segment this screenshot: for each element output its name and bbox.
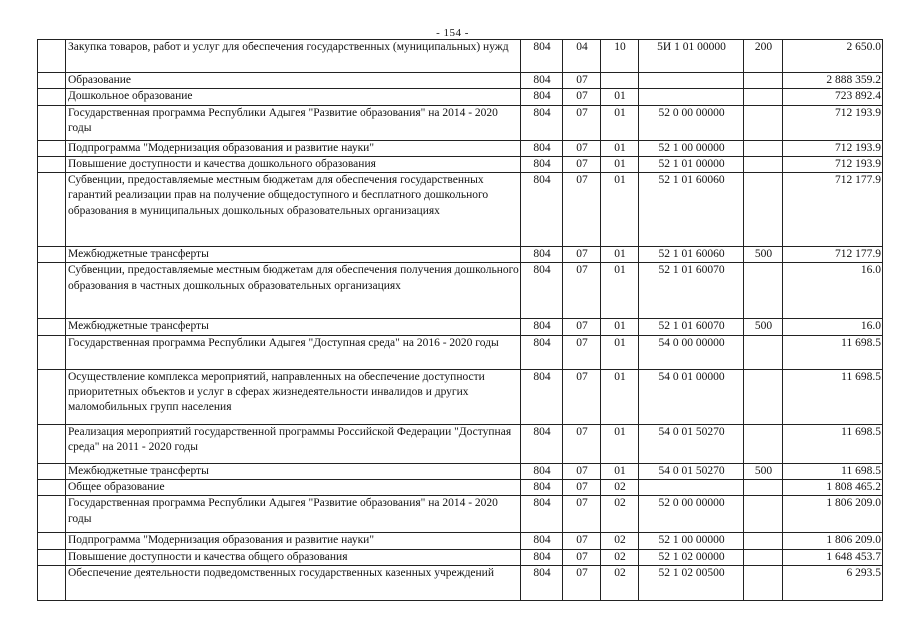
- section-code-cell: 07: [563, 247, 601, 263]
- table-row: [38, 480, 883, 496]
- section-code-cell: 07: [563, 105, 601, 140]
- subsection-code-cell: 01: [601, 335, 639, 369]
- expense-type-cell: [744, 89, 783, 105]
- subsection-code-cell: 01: [601, 319, 639, 335]
- expense-type-cell: [744, 480, 783, 496]
- item-name-cell: Образование: [66, 73, 521, 89]
- table-row: [38, 263, 883, 319]
- section-code-cell: 07: [563, 480, 601, 496]
- target-article-cell: 52 1 01 60060: [639, 247, 744, 263]
- section-code-cell: 07: [563, 263, 601, 319]
- department-code-cell: 804: [521, 40, 563, 73]
- subsection-code-cell: 01: [601, 247, 639, 263]
- amount-cell: 712 193.9: [783, 156, 883, 172]
- expense-type-cell: [744, 424, 783, 463]
- section-code-cell: 07: [563, 89, 601, 105]
- item-name-cell: Межбюджетные трансферты: [66, 319, 521, 335]
- table-row: [38, 463, 883, 479]
- table-row: [38, 89, 883, 105]
- target-article-cell: 52 1 02 00000: [639, 549, 744, 565]
- row-number-cell: [38, 549, 66, 565]
- amount-cell: 11 698.5: [783, 424, 883, 463]
- target-article-cell: 54 0 01 50270: [639, 463, 744, 479]
- target-article-cell: 54 0 00 00000: [639, 335, 744, 369]
- row-number-cell: [38, 156, 66, 172]
- department-code-cell: 804: [521, 533, 563, 549]
- department-code-cell: 804: [521, 263, 563, 319]
- row-number-cell: [38, 496, 66, 533]
- item-name-cell: Закупка товаров, работ и услуг для обеспечения государственных (муниципальных) нужд: [66, 40, 521, 73]
- target-article-cell: 54 0 01 50270: [639, 424, 744, 463]
- item-name-cell: Дошкольное образование: [66, 89, 521, 105]
- row-number-cell: [38, 424, 66, 463]
- amount-cell: 1 806 209.0: [783, 496, 883, 533]
- target-article-cell: [639, 89, 744, 105]
- budget-table: [37, 39, 883, 601]
- expense-type-cell: [744, 156, 783, 172]
- amount-cell: 712 193.9: [783, 105, 883, 140]
- target-article-cell: [639, 480, 744, 496]
- expense-type-cell: 200: [744, 40, 783, 73]
- table-row: [38, 335, 883, 369]
- department-code-cell: 804: [521, 105, 563, 140]
- subsection-code-cell: 01: [601, 369, 639, 424]
- target-article-cell: 52 1 01 60070: [639, 263, 744, 319]
- row-number-cell: [38, 105, 66, 140]
- expense-type-cell: [744, 140, 783, 156]
- item-name-cell: Государственная программа Республики Адыгея "Развитие образования" на 2014 - 2020 годы: [66, 105, 521, 140]
- item-name-cell: Повышение доступности и качества дошкольного образования: [66, 156, 521, 172]
- item-name-cell: Межбюджетные трансферты: [66, 463, 521, 479]
- row-number-cell: [38, 140, 66, 156]
- row-number-cell: [38, 247, 66, 263]
- expense-type-cell: [744, 173, 783, 247]
- row-number-cell: [38, 263, 66, 319]
- subsection-code-cell: 01: [601, 173, 639, 247]
- department-code-cell: 804: [521, 369, 563, 424]
- section-code-cell: 07: [563, 424, 601, 463]
- amount-cell: 1 648 453.7: [783, 549, 883, 565]
- row-number-cell: [38, 319, 66, 335]
- amount-cell: 2 888 359.2: [783, 73, 883, 89]
- department-code-cell: 804: [521, 73, 563, 89]
- department-code-cell: 804: [521, 335, 563, 369]
- item-name-cell: Государственная программа Республики Адыгея "Развитие образования" на 2014 - 2020 годы: [66, 496, 521, 533]
- item-name-cell: Государственная программа Республики Адыгея "Доступная среда" на 2016 - 2020 годы: [66, 335, 521, 369]
- subsection-code-cell: 02: [601, 549, 639, 565]
- target-article-cell: 52 1 02 00500: [639, 565, 744, 600]
- table-row: [38, 565, 883, 600]
- table-row: [38, 40, 883, 73]
- target-article-cell: 52 0 00 00000: [639, 496, 744, 533]
- section-code-cell: 07: [563, 496, 601, 533]
- expense-type-cell: [744, 369, 783, 424]
- table-row: [38, 156, 883, 172]
- item-name-cell: Субвенции, предоставляемые местным бюджетам для обеспечения государственных гарантий реализации прав на получение общедоступного и бесплатного дошкольного образования в муниципальных дошкольных образовательных организациях: [66, 173, 521, 247]
- page-number: - 154 -: [436, 27, 469, 39]
- subsection-code-cell: 01: [601, 156, 639, 172]
- row-number-cell: [38, 480, 66, 496]
- expense-type-cell: 500: [744, 247, 783, 263]
- section-code-cell: 04: [563, 40, 601, 73]
- subsection-code-cell: 01: [601, 463, 639, 479]
- target-article-cell: 52 1 00 00000: [639, 140, 744, 156]
- department-code-cell: 804: [521, 173, 563, 247]
- row-number-cell: [38, 533, 66, 549]
- subsection-code-cell: 02: [601, 496, 639, 533]
- amount-cell: 712 177.9: [783, 247, 883, 263]
- row-number-cell: [38, 335, 66, 369]
- department-code-cell: 804: [521, 549, 563, 565]
- table-row: [38, 319, 883, 335]
- row-number-cell: [38, 73, 66, 89]
- subsection-code-cell: 10: [601, 40, 639, 73]
- subsection-code-cell: 02: [601, 565, 639, 600]
- row-number-cell: [38, 369, 66, 424]
- expense-type-cell: [744, 73, 783, 89]
- table-row: [38, 549, 883, 565]
- amount-cell: 723 892.4: [783, 89, 883, 105]
- amount-cell: 16.0: [783, 319, 883, 335]
- section-code-cell: 07: [563, 319, 601, 335]
- item-name-cell: Реализация мероприятий государственной программы Российской Федерации "Доступная среда" на 2011 - 2020 годы: [66, 424, 521, 463]
- target-article-cell: 52 1 00 00000: [639, 533, 744, 549]
- amount-cell: 712 177.9: [783, 173, 883, 247]
- row-number-cell: [38, 40, 66, 73]
- target-article-cell: 5И 1 01 00000: [639, 40, 744, 73]
- department-code-cell: 804: [521, 424, 563, 463]
- expense-type-cell: [744, 549, 783, 565]
- subsection-code-cell: [601, 73, 639, 89]
- amount-cell: 16.0: [783, 263, 883, 319]
- amount-cell: 11 698.5: [783, 463, 883, 479]
- item-name-cell: Подпрограмма "Модернизация образования и развитие науки": [66, 533, 521, 549]
- target-article-cell: 54 0 01 00000: [639, 369, 744, 424]
- section-code-cell: 07: [563, 173, 601, 247]
- item-name-cell: Общее образование: [66, 480, 521, 496]
- expense-type-cell: [744, 496, 783, 533]
- subsection-code-cell: 02: [601, 480, 639, 496]
- section-code-cell: 07: [563, 140, 601, 156]
- item-name-cell: Повышение доступности и качества общего образования: [66, 549, 521, 565]
- table-row: [38, 496, 883, 533]
- amount-cell: 2 650.0: [783, 40, 883, 73]
- row-number-cell: [38, 89, 66, 105]
- target-article-cell: 52 0 00 00000: [639, 105, 744, 140]
- section-code-cell: 07: [563, 156, 601, 172]
- row-number-cell: [38, 173, 66, 247]
- table-row: [38, 424, 883, 463]
- subsection-code-cell: 01: [601, 140, 639, 156]
- subsection-code-cell: 02: [601, 533, 639, 549]
- expense-type-cell: [744, 335, 783, 369]
- row-number-cell: [38, 463, 66, 479]
- item-name-cell: Субвенции, предоставляемые местным бюджетам для обеспечения получения дошкольного образования в частных дошкольных образовательных организациях: [66, 263, 521, 319]
- amount-cell: 6 293.5: [783, 565, 883, 600]
- department-code-cell: 804: [521, 319, 563, 335]
- amount-cell: 712 193.9: [783, 140, 883, 156]
- subsection-code-cell: 01: [601, 424, 639, 463]
- subsection-code-cell: 01: [601, 263, 639, 319]
- table-row: [38, 369, 883, 424]
- amount-cell: 1 806 209.0: [783, 533, 883, 549]
- section-code-cell: 07: [563, 549, 601, 565]
- expense-type-cell: [744, 533, 783, 549]
- table-row: [38, 105, 883, 140]
- expense-type-cell: [744, 565, 783, 600]
- expense-type-cell: [744, 105, 783, 140]
- budget-table-body: [38, 40, 883, 601]
- section-code-cell: 07: [563, 463, 601, 479]
- row-number-cell: [38, 565, 66, 600]
- department-code-cell: 804: [521, 247, 563, 263]
- table-row: [38, 247, 883, 263]
- expense-type-cell: [744, 263, 783, 319]
- item-name-cell: Обеспечение деятельности подведомственных государственных казенных учреждений: [66, 565, 521, 600]
- item-name-cell: Межбюджетные трансферты: [66, 247, 521, 263]
- department-code-cell: 804: [521, 89, 563, 105]
- expense-type-cell: 500: [744, 319, 783, 335]
- department-code-cell: 804: [521, 156, 563, 172]
- amount-cell: 1 808 465.2: [783, 480, 883, 496]
- table-row: [38, 73, 883, 89]
- table-row: [38, 533, 883, 549]
- item-name-cell: Подпрограмма "Модернизация образования и развитие науки": [66, 140, 521, 156]
- department-code-cell: 804: [521, 140, 563, 156]
- expense-type-cell: 500: [744, 463, 783, 479]
- section-code-cell: 07: [563, 533, 601, 549]
- department-code-cell: 804: [521, 463, 563, 479]
- section-code-cell: 07: [563, 565, 601, 600]
- section-code-cell: 07: [563, 335, 601, 369]
- subsection-code-cell: 01: [601, 89, 639, 105]
- table-row: [38, 140, 883, 156]
- department-code-cell: 804: [521, 480, 563, 496]
- target-article-cell: 52 1 01 00000: [639, 156, 744, 172]
- target-article-cell: 52 1 01 60060: [639, 173, 744, 247]
- amount-cell: 11 698.5: [783, 335, 883, 369]
- section-code-cell: 07: [563, 369, 601, 424]
- department-code-cell: 804: [521, 496, 563, 533]
- item-name-cell: Осуществление комплекса мероприятий, направленных на обеспечение доступности приоритетных объектов и услуг в сферах жизнедеятельности инвалидов и других маломобильных групп населения: [66, 369, 521, 424]
- amount-cell: 11 698.5: [783, 369, 883, 424]
- subsection-code-cell: 01: [601, 105, 639, 140]
- target-article-cell: 52 1 01 60070: [639, 319, 744, 335]
- target-article-cell: [639, 73, 744, 89]
- table-row: [38, 173, 883, 247]
- department-code-cell: 804: [521, 565, 563, 600]
- section-code-cell: 07: [563, 73, 601, 89]
